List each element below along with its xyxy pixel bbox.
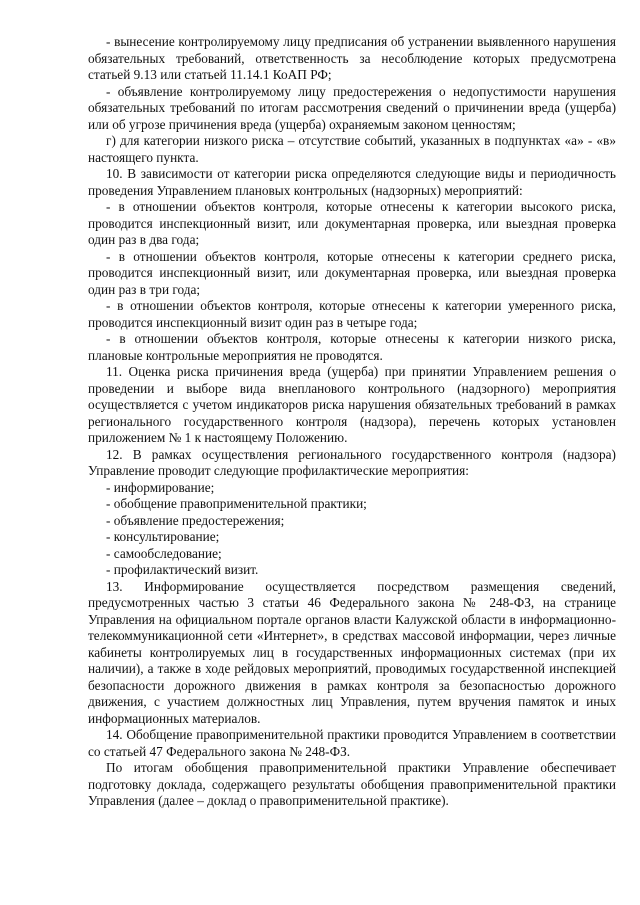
list-item-self-inspection: - самообследование; [106, 545, 222, 561]
paragraph-moderate-risk: - в отношении объектов контроля, которые отнесены к категории умеренного риска, проводится инспекционный визит один раз в четыре года; [88, 298, 616, 330]
paragraph-medium-risk: - в отношении объектов контроля, которые отнесены к категории среднего риска, проводится инспекционный визит, или документарная проверка, или выездная проверка один раз в три года; [88, 248, 616, 297]
list-item-informing: - информирование; [106, 479, 215, 495]
paragraph-high-risk: - в отношении объектов контроля, которые отнесены к категории высокого риска, проводится инспекционный визит, или документарная проверка, или выездная проверка один раз в два года; [88, 199, 616, 247]
paragraph-11: 11. Оценка риска причинения вреда (ущерба) при принятии Управлением решения о проведении и выборе вида внепланового контрольного (надзорного) мероприятия осуществляется с учетом индикаторов риска нарушения обязательных требований в рамках регионального государственного контроля (надзора), перечень которых установлен приложением № 1 к настоящему Положению. [88, 364, 616, 445]
paragraph-low-risk-none: - в отношении объектов контроля, которые отнесены к категории низкого риска, плановые контрольные мероприятия не проводятся. [88, 331, 616, 363]
paragraph-12: 12. В рамках осуществления регионального государственного контроля (надзора) Управление проводит следующие профилактические мероприятия: [88, 446, 616, 478]
list-item-warning: - объявление предостережения; [106, 512, 285, 528]
paragraph-low-risk: г) для категории низкого риска – отсутствие событий, указанных в подпунктах «а» - «в» настоящего пункта. [88, 133, 616, 165]
paragraph-13: 13. Информирование осуществляется посредством размещения сведений, предусмотренных частью 3 статьи 46 Федерального закона № 248-ФЗ, на странице Управления на официальном портале органов власти Калужской области в информационно-телекоммуникационной сети «Интернет», в средствах массовой информации, через личные кабинеты контролируемых лиц в государственных информационных системах (при их наличии), а также в ходе рейдовых мероприятий, проводимых государственной инспекцией безопасности дорожного движения в рамках контроля за безопасностью дорожного движения, с участием должностных лиц Управления, путем вручения памяток и иных информационных материалов. [88, 578, 616, 726]
paragraph-10: 10. В зависимости от категории риска определяются следующие виды и периодичность проведения Управлением плановых контрольных (надзорных) мероприятий: [88, 166, 616, 198]
list-item-consulting: - консультирование; [106, 529, 220, 544]
paragraph-warning: - объявление контролируемому лицу предостережения о недопустимости нарушения обязательных требований по итогам рассмотрения сведений о причинении вреда (ущерба) или об угрозе причинения вреда (ущерба) охраняемым законом ценностям; [88, 83, 616, 132]
document-body [88, 34, 616, 810]
paragraph-report: По итогам обобщения правоприменительной практики Управление обеспечивает подготовку доклада, содержащего результаты обобщения правоприменительной практики Управления (далее – доклад о правоприменительной практике). [88, 760, 616, 808]
paragraph-prescription: - вынесение контролируемому лицу предписания об устранении выявленного нарушения обязательных требований, ответственность за несоблюдение которых предусмотрена статьей 9.13 или статьей 11.14.1 КоАП РФ; [88, 34, 616, 82]
list-item-generalization: - обобщение правоприменительной практики; [106, 496, 367, 511]
paragraph-14: 14. Обобщение правоприменительной практики проводится Управлением в соответствии со статьей 47 Федерального закона № 248-ФЗ. [88, 727, 616, 759]
list-item-preventive-visit: - профилактический визит. [106, 562, 259, 577]
